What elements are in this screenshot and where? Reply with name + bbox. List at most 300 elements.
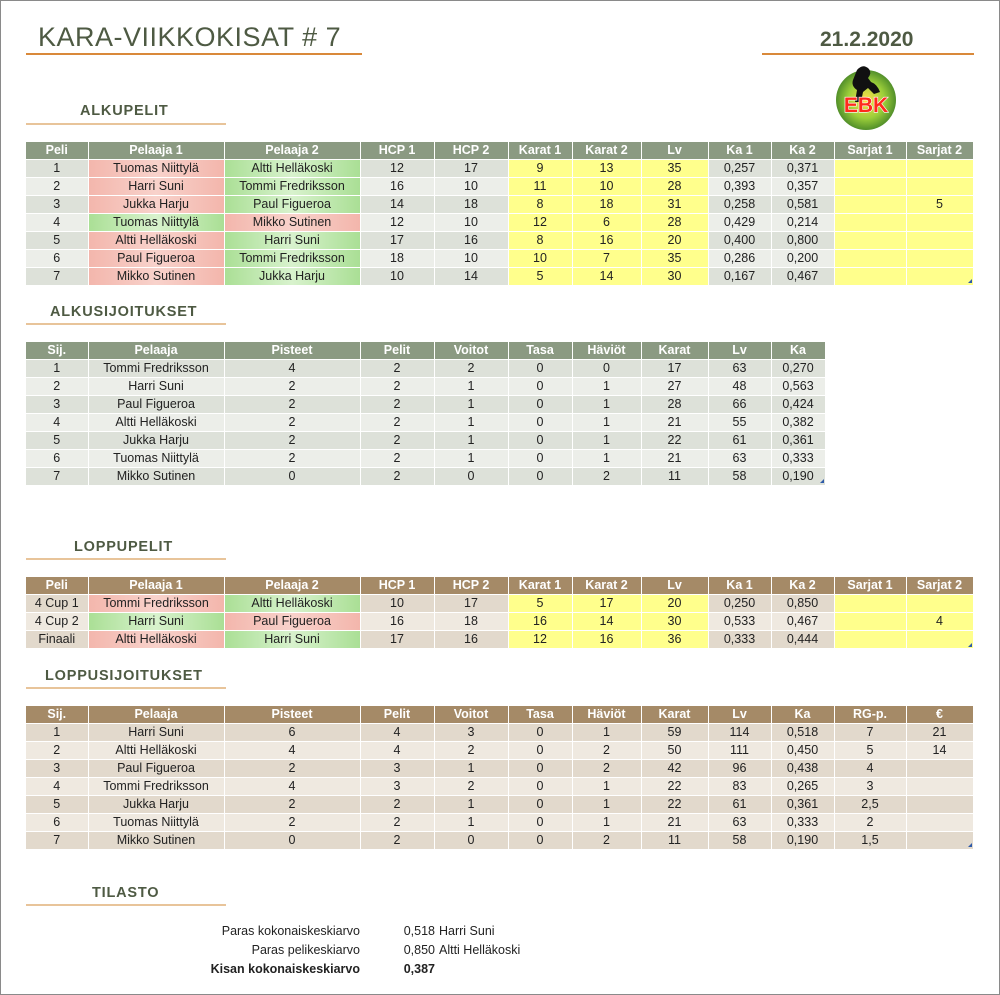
table-cell[interactable]: Tuomas Niittylä [88,814,224,832]
table-cell[interactable]: 16 [360,178,434,196]
table-cell[interactable]: 9 [508,160,572,178]
table-cell[interactable]: Tuomas Niittylä [88,214,224,232]
table-cell[interactable]: 0,429 [708,214,771,232]
section-title-alkupelit: ALKUPELIT [80,103,169,119]
table-cell[interactable]: 17 [641,360,708,378]
table-cell[interactable]: 1 [572,778,641,796]
table-cell[interactable]: 1 [434,432,508,450]
table-row [26,432,825,450]
table-row [26,378,825,396]
table-cell[interactable]: 4 [224,360,360,378]
table-cell[interactable]: 0,190 [771,468,825,486]
table-cell[interactable]: 0,214 [771,214,834,232]
table-cell[interactable]: 0 [508,742,572,760]
table-cell[interactable]: 83 [708,778,771,796]
table-cell[interactable]: 0,467 [771,613,834,631]
table-cell[interactable]: 2 [224,378,360,396]
table-cell[interactable]: Jukka Harju [88,796,224,814]
table-cell[interactable]: 0 [508,796,572,814]
stat-value: 0,518 [403,924,435,938]
table-cell[interactable]: 0,333 [771,814,834,832]
column-header: Tasa [508,342,572,360]
table-cell[interactable]: 7 [26,468,88,486]
table-cell[interactable]: 2 [26,742,88,760]
table-cell[interactable]: 1 [434,814,508,832]
table-cell[interactable]: 2 [224,414,360,432]
table-cell[interactable] [834,178,906,196]
table-cell[interactable] [834,250,906,268]
table-cell[interactable]: 1 [572,396,641,414]
table-cell[interactable]: 14 [572,268,641,286]
table-cell[interactable]: 2 [834,814,906,832]
table-cell[interactable] [906,268,973,286]
table-cell[interactable]: 21 [641,414,708,432]
table-cell[interactable] [834,595,906,613]
table-cell[interactable]: 14 [906,742,973,760]
table-cell[interactable]: 7 [26,268,88,286]
table-cell[interactable]: 28 [641,214,708,232]
table-cell[interactable]: 18 [572,196,641,214]
table-cell[interactable]: 2 [360,814,434,832]
table-cell[interactable] [906,214,973,232]
table-cell[interactable]: 3 [360,778,434,796]
table-cell[interactable] [906,178,973,196]
table-cell[interactable]: 4 Cup 2 [26,613,88,631]
column-header: HCP 2 [434,142,508,160]
table-cell[interactable]: 0 [434,468,508,486]
table-cell[interactable]: 2 [224,814,360,832]
table-cell[interactable]: 10 [434,250,508,268]
table-cell[interactable]: 1 [572,414,641,432]
table-cell[interactable]: 0 [508,760,572,778]
table-cell[interactable]: 20 [641,232,708,250]
table-cell[interactable]: 3 [26,396,88,414]
table-cell[interactable]: 0,563 [771,378,825,396]
table-cell[interactable]: 0,450 [771,742,834,760]
table-cell[interactable] [906,160,973,178]
table-cell[interactable]: 0 [508,414,572,432]
table-cell[interactable]: 2 [572,742,641,760]
table-cell[interactable]: 1 [434,414,508,432]
table-cell[interactable]: 36 [641,631,708,649]
table-cell[interactable]: 2 [224,796,360,814]
table-cell[interactable]: Harri Suni [224,232,360,250]
table-cell[interactable]: 61 [708,796,771,814]
table-cell[interactable]: 3 [834,778,906,796]
table-cell[interactable]: 30 [641,268,708,286]
table-cell[interactable]: 5 [906,196,973,214]
table-cell[interactable]: 2 [434,742,508,760]
table-cell[interactable]: 5 [26,796,88,814]
table-cell[interactable]: 0,257 [708,160,771,178]
table-cell[interactable]: Harri Suni [88,178,224,196]
stat-label: Kisan kokonaiskeskiarvo [210,962,360,976]
table-cell[interactable]: 6 [26,450,88,468]
table-cell[interactable]: 2 [434,778,508,796]
table-cell[interactable]: 2,5 [834,796,906,814]
table-cell[interactable]: Harri Suni [88,724,224,742]
table-cell[interactable]: 0 [508,360,572,378]
table-cell[interactable]: 0,361 [771,432,825,450]
table-cell[interactable]: 3 [26,196,88,214]
table-cell[interactable]: 11 [641,832,708,850]
section-title-alkusijoitukset: ALKUSIJOITUKSET [50,304,198,320]
table-cell[interactable]: 1 [26,160,88,178]
table-cell[interactable]: 2 [572,468,641,486]
table-cell[interactable]: 12 [508,214,572,232]
table-cell[interactable]: 0,250 [708,595,771,613]
table-cell[interactable] [834,613,906,631]
table-cell[interactable]: 0,190 [771,832,834,850]
table-cell[interactable]: 0 [572,360,641,378]
table-cell[interactable]: Altti Helläkoski [88,742,224,760]
table-cell[interactable]: 50 [641,742,708,760]
table-cell[interactable]: 10 [360,595,434,613]
table-cell[interactable]: 1 [572,796,641,814]
table-cell[interactable]: 1 [434,378,508,396]
column-header: Pelaaja 1 [88,142,224,160]
table-cell[interactable]: 0,167 [708,268,771,286]
column-header: Häviöt [572,706,641,724]
table-cell[interactable]: Finaali [26,631,88,649]
table-cell[interactable]: Jukka Harju [224,268,360,286]
table-cell[interactable]: 12 [508,631,572,649]
table-cell[interactable]: 7 [572,250,641,268]
table-cell[interactable]: 2 [360,450,434,468]
column-header: Karat [641,342,708,360]
table-cell[interactable]: 111 [708,742,771,760]
table-cell[interactable]: 10 [434,178,508,196]
column-header: Ka 2 [771,142,834,160]
table-cell[interactable]: 2 [572,760,641,778]
table-cell[interactable]: 2 [360,396,434,414]
table-cell[interactable]: 0,333 [771,450,825,468]
table-cell[interactable]: 2 [360,414,434,432]
table-cell[interactable]: 0,518 [771,724,834,742]
table-cell[interactable]: 0,265 [771,778,834,796]
table-cell[interactable]: Tommi Fredriksson [224,178,360,196]
column-header: Voitot [434,706,508,724]
table-cell[interactable]: Mikko Sutinen [88,832,224,850]
table-cell[interactable]: 5 [26,232,88,250]
table-cell[interactable]: 0,270 [771,360,825,378]
table-cell[interactable]: 16 [508,613,572,631]
table-cell[interactable]: 0,258 [708,196,771,214]
table-cell[interactable]: 1 [572,450,641,468]
table-cell[interactable]: 1 [434,796,508,814]
table-cell[interactable]: 0,400 [708,232,771,250]
table-cell[interactable]: 66 [708,396,771,414]
table-cell[interactable]: Jukka Harju [88,196,224,214]
table-cell[interactable]: 18 [434,613,508,631]
table-cell[interactable]: 4 [26,414,88,432]
table-cell[interactable]: 0,424 [771,396,825,414]
table-cell[interactable]: 55 [708,414,771,432]
table-cell[interactable]: 2 [360,832,434,850]
table-cell[interactable]: 2 [434,360,508,378]
table-cell[interactable]: 0 [508,814,572,832]
table-cell[interactable]: 5 [26,432,88,450]
table-cell[interactable]: 1 [572,378,641,396]
table-cell[interactable]: 1,5 [834,832,906,850]
table-cell[interactable]: 0,357 [771,178,834,196]
table-cell[interactable]: 30 [641,613,708,631]
table-cell[interactable]: Tuomas Niittylä [88,160,224,178]
table-cell[interactable]: 0 [434,832,508,850]
table-cell[interactable]: 59 [641,724,708,742]
table-cell[interactable]: 10 [434,214,508,232]
table-cell[interactable]: 0,382 [771,414,825,432]
table-cell[interactable]: 4 Cup 1 [26,595,88,613]
table-cell[interactable]: Paul Figueroa [88,396,224,414]
table-cell[interactable]: 21 [906,724,973,742]
table-cell[interactable]: Altti Helläkoski [224,160,360,178]
table-cell[interactable]: 0 [508,724,572,742]
table-cell[interactable]: 11 [641,468,708,486]
table-cell[interactable]: Altti Helläkoski [88,414,224,432]
table-cell[interactable]: 1 [572,432,641,450]
table-cell[interactable] [834,214,906,232]
table-cell[interactable]: 6 [26,250,88,268]
table-cell[interactable]: 2 [572,832,641,850]
table-cell[interactable]: Jukka Harju [88,432,224,450]
table-cell[interactable]: 0,286 [708,250,771,268]
table-cell[interactable]: 0 [508,832,572,850]
table-cell[interactable]: 114 [708,724,771,742]
event-date: 21.2.2020 [820,28,914,51]
loppupelit-table [26,577,974,649]
table-cell[interactable]: 1 [434,396,508,414]
table-cell[interactable]: 0,850 [771,595,834,613]
table-cell[interactable]: 4 [360,724,434,742]
table-cell[interactable]: 1 [26,724,88,742]
table-cell[interactable]: 13 [572,160,641,178]
table-cell[interactable] [906,631,973,649]
table-cell[interactable]: 48 [708,378,771,396]
table-cell[interactable]: 3 [360,760,434,778]
table-cell[interactable]: 0,533 [708,613,771,631]
table-cell[interactable]: 1 [26,360,88,378]
table-cell[interactable]: 0,581 [771,196,834,214]
table-cell[interactable]: 2 [224,450,360,468]
table-cell[interactable]: 5 [508,268,572,286]
table-cell[interactable]: 0,333 [708,631,771,649]
table-cell[interactable]: 0,438 [771,760,834,778]
section-underline [26,323,226,325]
table-cell[interactable]: Harri Suni [88,378,224,396]
table-cell[interactable]: 6 [26,814,88,832]
table-cell[interactable]: 14 [434,268,508,286]
table-cell[interactable]: 0,467 [771,268,834,286]
table-cell[interactable]: Altti Helläkoski [224,595,360,613]
table-cell[interactable]: 0,371 [771,160,834,178]
table-cell[interactable]: 63 [708,814,771,832]
table-cell[interactable]: 20 [641,595,708,613]
table-cell[interactable]: 6 [572,214,641,232]
table-cell[interactable]: 58 [708,832,771,850]
table-cell[interactable]: 4 [360,742,434,760]
table-cell[interactable]: Harri Suni [224,631,360,649]
table-cell[interactable]: 21 [641,814,708,832]
table-cell[interactable]: 42 [641,760,708,778]
table-cell[interactable]: 16 [434,631,508,649]
table-cell[interactable]: 21 [641,450,708,468]
table-cell[interactable]: Mikko Sutinen [88,468,224,486]
table-cell[interactable]: 0,393 [708,178,771,196]
column-header: Karat [641,706,708,724]
table-cell[interactable]: 0 [508,450,572,468]
table-cell[interactable]: 11 [508,178,572,196]
table-cell[interactable]: Tommi Fredriksson [88,360,224,378]
table-cell[interactable]: 8 [508,232,572,250]
table-cell[interactable]: 63 [708,360,771,378]
table-cell[interactable] [834,160,906,178]
table-cell[interactable]: 17 [360,232,434,250]
table-cell[interactable]: 2 [224,396,360,414]
table-cell[interactable] [834,232,906,250]
table-cell[interactable] [906,760,973,778]
table-cell[interactable]: 22 [641,432,708,450]
table-cell[interactable]: Tommi Fredriksson [88,778,224,796]
table-cell[interactable] [906,595,973,613]
table-cell[interactable] [906,232,973,250]
page-title: KARA-VIIKKOKISAT # 7 [38,22,342,52]
table-cell[interactable]: 96 [708,760,771,778]
table-cell[interactable]: Paul Figueroa [88,760,224,778]
table-cell[interactable]: 0,800 [771,232,834,250]
table-cell[interactable]: 2 [360,432,434,450]
table-cell[interactable]: 4 [26,214,88,232]
table-cell[interactable]: 2 [26,378,88,396]
column-header: Peli [26,577,88,595]
table-cell[interactable] [834,196,906,214]
table-cell[interactable]: 58 [708,468,771,486]
table-cell[interactable]: 12 [360,160,434,178]
table-cell[interactable]: 63 [708,450,771,468]
table-cell[interactable]: 2 [224,432,360,450]
table-cell[interactable]: 0 [224,832,360,850]
table-cell[interactable]: 0 [224,468,360,486]
table-cell[interactable]: 16 [572,232,641,250]
table-row [26,631,973,649]
table-cell[interactable]: 17 [434,160,508,178]
table-cell[interactable]: 1 [434,760,508,778]
table-cell[interactable]: 35 [641,250,708,268]
table-cell[interactable]: 22 [641,778,708,796]
table-cell[interactable]: Mikko Sutinen [224,214,360,232]
table-cell[interactable]: Tommi Fredriksson [224,250,360,268]
table-cell[interactable]: 4 [906,613,973,631]
table-cell[interactable]: 2 [360,378,434,396]
table-cell[interactable]: 1 [434,450,508,468]
table-cell[interactable]: 18 [360,250,434,268]
table-cell[interactable]: 4 [224,742,360,760]
table-cell[interactable]: Altti Helläkoski [88,631,224,649]
table-cell[interactable]: 10 [360,268,434,286]
table-cell[interactable]: Altti Helläkoski [88,232,224,250]
table-cell[interactable]: 4 [834,760,906,778]
table-cell[interactable]: 2 [360,468,434,486]
table-cell[interactable]: 5 [834,742,906,760]
table-cell[interactable]: 0 [508,468,572,486]
table-cell[interactable]: 18 [434,196,508,214]
stat-best-game [140,943,560,962]
table-cell[interactable]: 10 [572,178,641,196]
table-cell[interactable]: Tommi Fredriksson [88,595,224,613]
table-cell[interactable]: 0 [508,378,572,396]
table-cell[interactable]: 0,200 [771,250,834,268]
table-cell[interactable]: 7 [834,724,906,742]
table-cell[interactable]: 1 [572,724,641,742]
table-cell[interactable]: 6 [224,724,360,742]
alkupelit-table [26,142,974,286]
table-cell[interactable]: 0 [508,396,572,414]
table-cell[interactable]: 61 [708,432,771,450]
table-cell[interactable]: 4 [224,778,360,796]
table-cell[interactable]: 10 [508,250,572,268]
table-cell[interactable]: 2 [360,360,434,378]
table-row [26,396,825,414]
table-cell[interactable] [906,250,973,268]
table-cell[interactable]: 0 [508,432,572,450]
table-cell[interactable]: 28 [641,396,708,414]
table-cell[interactable]: Mikko Sutinen [88,268,224,286]
table-cell[interactable]: Paul Figueroa [224,196,360,214]
table-cell[interactable] [906,796,973,814]
table-cell[interactable] [906,814,973,832]
table-cell[interactable]: 35 [641,160,708,178]
table-cell[interactable] [906,832,973,850]
table-cell[interactable]: 7 [26,832,88,850]
table-cell[interactable]: 28 [641,178,708,196]
table-cell[interactable]: 17 [360,631,434,649]
table-cell[interactable]: 1 [572,814,641,832]
table-cell[interactable]: 3 [434,724,508,742]
column-header: Karat 2 [572,577,641,595]
table-cell[interactable]: 14 [360,196,434,214]
table-cell[interactable] [906,778,973,796]
table-cell[interactable]: Paul Figueroa [224,613,360,631]
table-cell[interactable]: 14 [572,613,641,631]
table-cell[interactable]: 0 [508,778,572,796]
table-cell[interactable]: 17 [434,595,508,613]
table-cell[interactable]: 2 [224,760,360,778]
table-cell[interactable]: 2 [26,178,88,196]
table-cell[interactable]: 12 [360,214,434,232]
table-cell[interactable]: 16 [360,613,434,631]
table-cell[interactable]: 8 [508,196,572,214]
table-cell[interactable]: 0,444 [771,631,834,649]
table-cell[interactable] [834,631,906,649]
table-cell[interactable]: 16 [434,232,508,250]
table-cell[interactable]: 3 [26,760,88,778]
table-cell[interactable]: Paul Figueroa [88,250,224,268]
table-cell[interactable]: Harri Suni [88,613,224,631]
column-header: Ka [771,706,834,724]
table-cell[interactable]: 16 [572,631,641,649]
table-cell[interactable]: Tuomas Niittylä [88,450,224,468]
table-row [26,595,973,613]
table-cell[interactable]: 4 [26,778,88,796]
table-cell[interactable]: 5 [508,595,572,613]
table-cell[interactable] [834,268,906,286]
table-cell[interactable]: 27 [641,378,708,396]
table-cell[interactable]: 0,361 [771,796,834,814]
table-cell[interactable]: 31 [641,196,708,214]
table-cell[interactable]: 2 [360,796,434,814]
table-cell[interactable]: 22 [641,796,708,814]
table-cell[interactable]: 17 [572,595,641,613]
